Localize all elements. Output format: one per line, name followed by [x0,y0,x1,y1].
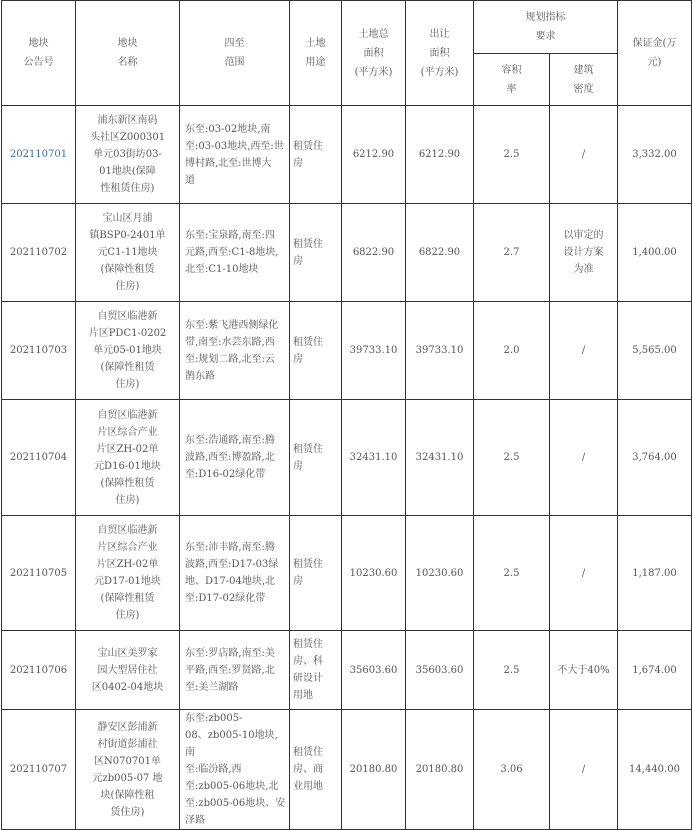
parcel-deposit: 3,764.00 [618,400,692,516]
header-density: 建筑 密度 [550,54,618,106]
parcel-use: 租赁住 房 [290,106,342,204]
parcel-use: 租赁住 房 [290,400,342,516]
parcel-density: / [550,710,618,830]
parcel-far: 2.5 [474,631,550,710]
table-row [2,204,692,302]
parcel-far: 2.7 [474,204,550,302]
parcel-boundary: 东至:03-02地块,南 至:03-03地块,西至:世 博村路,北至:世博大 道 [180,106,290,204]
parcel-id: 202110705 [2,516,76,631]
header-land-area: 土地总 面积 (平方米) [342,1,406,106]
parcel-use: 租赁住 房、商 业用地 [290,710,342,830]
parcel-boundary: 东至:罗店路,南至:美 平路,西至:罗贤路,北 至:美兰湖路 [180,631,290,710]
parcel-transfer-area: 35603.60 [406,631,474,710]
parcel-transfer-area: 32431.10 [406,400,474,516]
table-row [2,516,692,631]
table-row [2,631,692,710]
parcel-land-area: 20180.80 [342,710,406,830]
parcel-id: 202110702 [2,204,76,302]
parcel-transfer-area: 10230.60 [406,516,474,631]
header-parcel-no: 地块 公告号 [2,1,76,106]
parcel-id: 202110707 [2,710,76,830]
parcel-use: 租赁住 房 [290,302,342,400]
table-row [2,710,692,830]
header-row [2,1,692,54]
parcel-name: 宝山区美罗家 园大型居住社 区0402-04地块 [76,631,180,710]
parcel-deposit: 3,332.00 [618,106,692,204]
parcel-deposit: 1,400.00 [618,204,692,302]
parcel-name: 自贸区临港新 片区PDC1-0202 单元05-01地块 (保障性租赁 住房) [76,302,180,400]
parcel-boundary: 东至:宝泉路,南至:四 元路,西至:C1-8地块, 北至:C1-10地块 [180,204,290,302]
header-parcel-name: 地块 名称 [76,1,180,106]
parcel-boundary: 东至:zb005- 08、zb005-10地块,南 至:临汾路,西 至:zb005-06地块,北 至:zb005-06地块、安 泽路 [180,710,290,830]
parcel-deposit: 5,565.00 [618,302,692,400]
parcel-transfer-area: 39733.10 [406,302,474,400]
table-row [2,302,692,400]
parcel-density: / [550,106,618,204]
table-row [2,106,692,204]
parcel-transfer-area: 20180.80 [406,710,474,830]
parcel-land-area: 6212.90 [342,106,406,204]
parcel-name: 浦东新区南码 头社区Z000301 单元03街坊03- 01地块(保障 性租赁住房) [76,106,180,204]
parcel-use: 租赁住 房 [290,204,342,302]
parcel-id: 202110703 [2,302,76,400]
parcel-name: 宝山区月浦 镇BSP0-2401单 元C1-11地块 (保障性租赁 住房) [76,204,180,302]
parcel-boundary: 东至:紫飞港西侧绿化 带,南至:水芸东路,西 至:规划二路,北至:云 鹊东路 [180,302,290,400]
parcel-deposit: 1,187.00 [618,516,692,631]
parcel-land-area: 39733.10 [342,302,406,400]
parcel-name: 静安区彭浦新 村街道彭浦社 区N070701单 元zb005-07 地 块(保障性租 赁住房) [76,710,180,830]
land-parcel-table [1,0,692,830]
parcel-land-area: 35603.60 [342,631,406,710]
parcel-land-area: 10230.60 [342,516,406,631]
parcel-id: 202110704 [2,400,76,516]
parcel-boundary: 东至:沛丰路,南至:腾 波路,西至:D17-03绿 地、D17-04地块,北 至:D17-02绿化带 [180,516,290,631]
parcel-density: 以审定的 设计方案 为准 [550,204,618,302]
parcel-far: 2.5 [474,106,550,204]
parcel-use: 租赁住 房、科 研设计 用地 [290,631,342,710]
header-deposit: 保证金(万 元) [618,1,692,106]
parcel-far: 2.0 [474,302,550,400]
table-row [2,400,692,516]
header-planning: 规划指标 要求 [474,1,618,54]
parcel-id: 202110706 [2,631,76,710]
parcel-density: / [550,400,618,516]
parcel-deposit: 1,674.00 [618,631,692,710]
parcel-boundary: 东至:浩通路,南至:腾 波路,西至:博盈路,北 至:D16-02绿化带 [180,400,290,516]
parcel-land-area: 6822.90 [342,204,406,302]
parcel-transfer-area: 6212.90 [406,106,474,204]
parcel-density: / [550,302,618,400]
parcel-name: 自贸区临港新 片区综合产业 片区ZH-02单 元D16-01地块 (保障性租赁 住房) [76,400,180,516]
parcel-far: 2.5 [474,516,550,631]
parcel-deposit: 14,440.00 [618,710,692,830]
parcel-transfer-area: 6822.90 [406,204,474,302]
header-land-use: 土地 用途 [290,1,342,106]
parcel-density: 不大于40% [550,631,618,710]
header-boundary: 四至 范围 [180,1,290,106]
parcel-density: / [550,516,618,631]
parcel-use: 租赁住 房 [290,516,342,631]
parcel-far: 3.06 [474,710,550,830]
header-transfer-area: 出让 面积 (平方米) [406,1,474,106]
parcel-far: 2.5 [474,400,550,516]
parcel-id-link[interactable]: 202110701 [2,106,76,204]
parcel-land-area: 32431.10 [342,400,406,516]
parcel-name: 自贸区临港新 片区综合产业 片区ZH-02单 元D17-01地块 (保障性租赁 住房) [76,516,180,631]
header-far: 容积 率 [474,54,550,106]
